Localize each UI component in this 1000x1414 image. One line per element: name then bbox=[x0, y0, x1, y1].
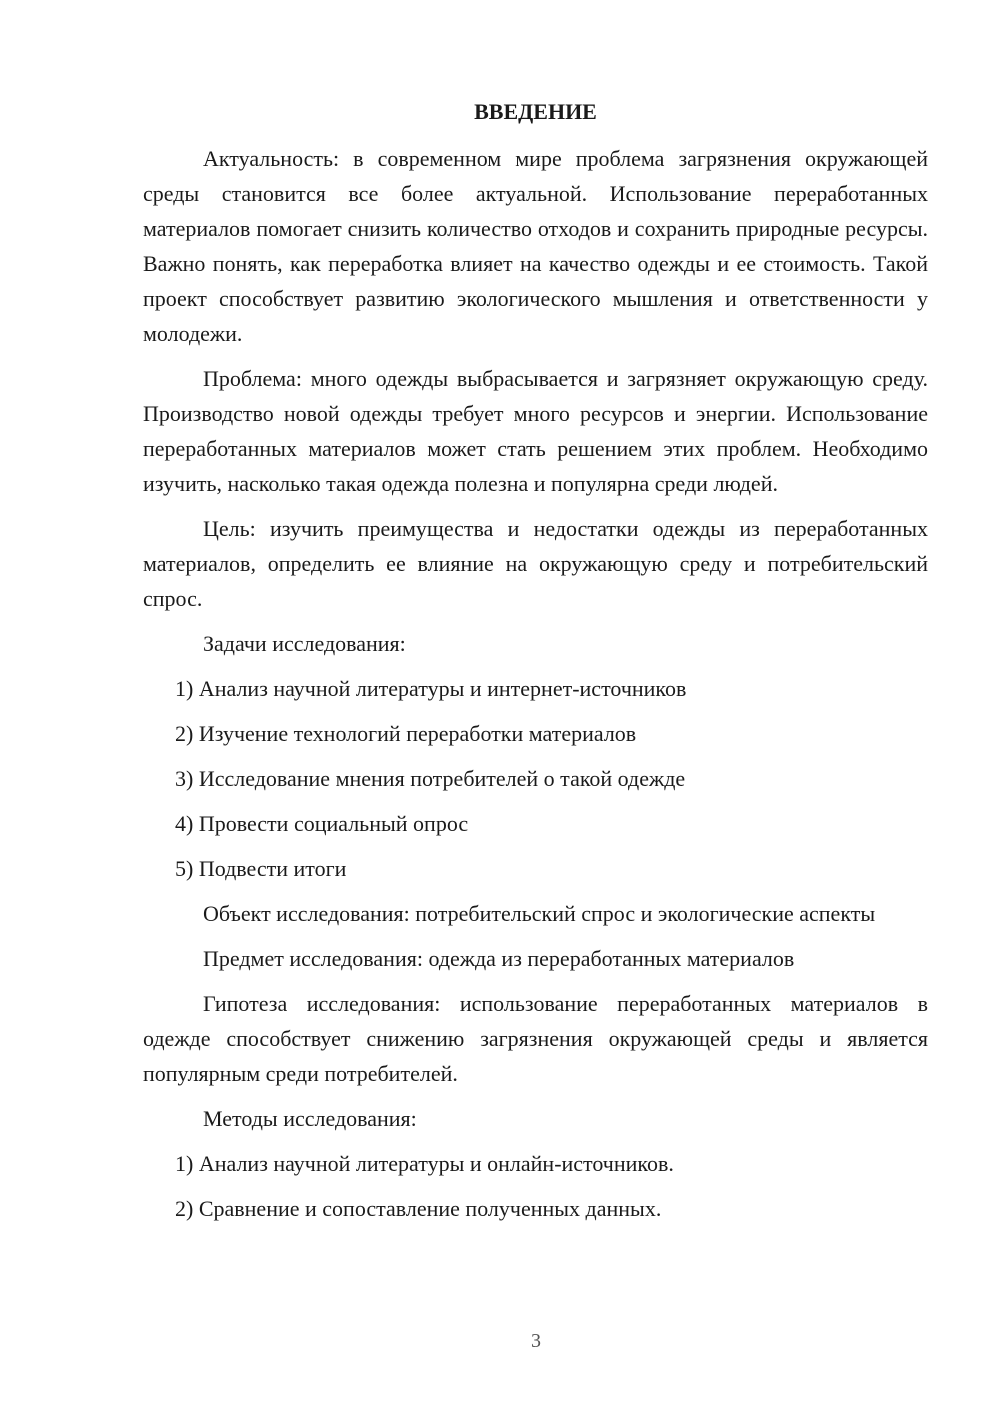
document-page bbox=[143, 94, 928, 1236]
list-item: 2) Изучение технологий переработки материалов bbox=[175, 721, 637, 746]
list-item: 1) Анализ научной литературы и интернет-источников bbox=[175, 676, 687, 701]
list-item: 5) Подвести итоги bbox=[175, 856, 347, 881]
list-item: 3) Исследование мнения потребителей о такой одежде bbox=[175, 766, 686, 791]
subject-paragraph: Предмет исследования: одежда из переработанных материалов bbox=[203, 946, 795, 971]
list-item: 1) Анализ научной литературы и онлайн-источников. bbox=[175, 1151, 674, 1176]
tasks-heading: Задачи исследования: bbox=[203, 631, 406, 656]
list-item: 4) Провести социальный опрос bbox=[175, 811, 469, 836]
methods-list bbox=[143, 1146, 928, 1226]
methods-heading: Методы исследования: bbox=[203, 1106, 417, 1131]
hypothesis-paragraph: Гипотеза исследования: использование переработанных материалов в одежде способствует снижению загрязнения окружающей среды и является популярным среди потребителей. bbox=[143, 991, 928, 1086]
problem-paragraph: Проблема: много одежды выбрасывается и загрязняет окружающую среду. Производство новой одежды требует много ресурсов и энергии. Использование переработанных материалов может стать решением этих проблем. Необходимо изучить, насколько такая одежда полезна и популярна среди людей. bbox=[143, 366, 928, 496]
tasks-list bbox=[143, 671, 928, 886]
section-heading: ВВЕДЕНИЕ bbox=[474, 99, 597, 124]
object-paragraph: Объект исследования: потребительский спрос и экологические аспекты bbox=[203, 901, 876, 926]
goal-paragraph: Цель: изучить преимущества и недостатки одежды из переработанных материалов, определить ее влияние на окружающую среду и потребительский спрос. bbox=[143, 516, 928, 611]
relevance-paragraph: Актуальность: в современном мире проблема загрязнения окружающей среды становится все более актуальной. Использование переработанных материалов помогает снизить количество отходов и сохранить природные ресурсы. Важно понять, как переработка влияет на качество одежды и ее стоимость. Такой проект способствует развитию экологического мышления и ответственности у молодежи. bbox=[143, 146, 928, 346]
list-item: 2) Сравнение и сопоставление полученных данных. bbox=[175, 1196, 662, 1221]
page-number: 3 bbox=[531, 1330, 541, 1352]
